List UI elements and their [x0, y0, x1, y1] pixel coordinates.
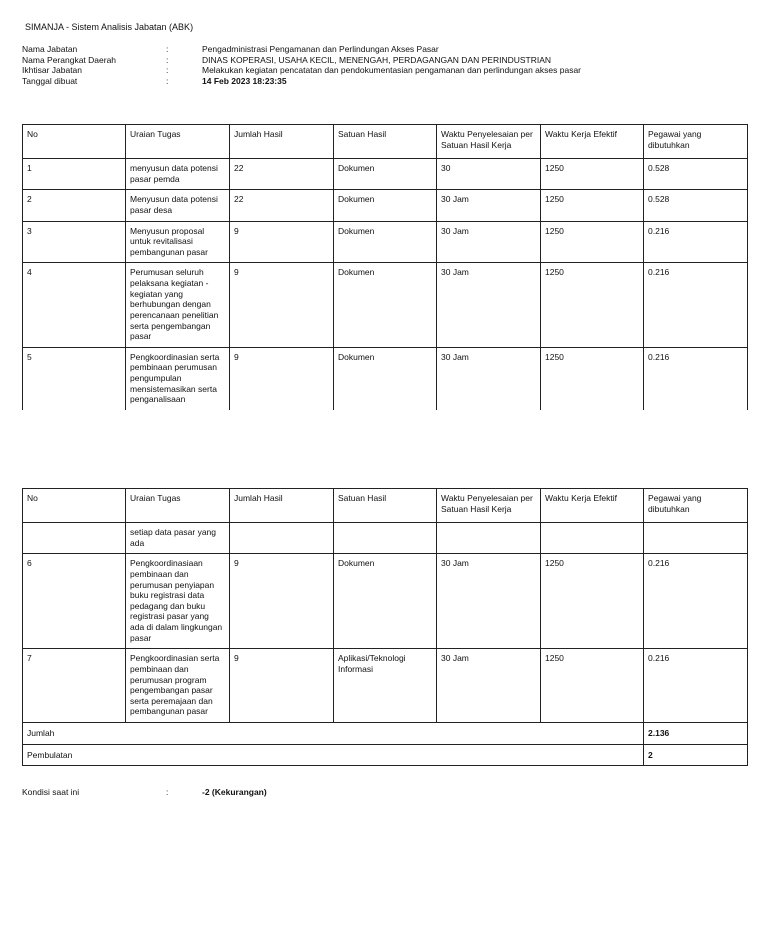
cell-uraian: menyusun data potensi pasar pemda	[126, 159, 230, 190]
table-header-row	[23, 489, 748, 523]
cell-no: 1	[23, 159, 126, 190]
cell-uraian: Pengkoordinasian serta pembinaan perumusan pengumpulan mensistemasikan serta penganalisaan	[126, 347, 230, 410]
cell-satuan: Dokumen	[334, 221, 437, 263]
cell-no: 5	[23, 347, 126, 410]
condition-separator: :	[166, 787, 169, 797]
col-header-waktu-efektif: Waktu Kerja Efektif	[541, 125, 644, 159]
meta-ikhtisar	[22, 65, 582, 76]
cell-pegawai	[644, 523, 748, 554]
meta-separator: :	[166, 44, 169, 54]
cell-no: 7	[23, 649, 126, 723]
cell-uraian: Pengkoordinasiaan pembinaan dan perumusan penyiapan buku registrasi data pedagang dan buku registrasi pasar yang ada di dalam lingkungan pasar	[126, 554, 230, 649]
col-header-satuan: Satuan Hasil	[334, 489, 437, 523]
cell-jumlah: 22	[230, 159, 334, 190]
total-row	[23, 723, 748, 745]
total-value: 2.136	[644, 723, 748, 745]
cell-pegawai: 0.528	[644, 159, 748, 190]
cell-waktu-efektif: 1250	[541, 159, 644, 190]
col-header-jumlah: Jumlah Hasil	[230, 125, 334, 159]
cell-pegawai: 0.216	[644, 263, 748, 347]
cell-waktu: 30 Jam	[437, 347, 541, 410]
cell-no: 4	[23, 263, 126, 347]
abk-table-page2	[22, 488, 748, 766]
col-header-waktu: Waktu Penyelesaian per Satuan Hasil Kerja	[437, 125, 541, 159]
cell-pegawai: 0.216	[644, 554, 748, 649]
meta-separator: :	[166, 75, 169, 86]
cell-jumlah: 22	[230, 190, 334, 221]
cell-pegawai: 0.216	[644, 221, 748, 263]
table-row	[23, 347, 748, 410]
condition-label: Kondisi saat ini	[22, 787, 80, 797]
cell-uraian: Menyusun data potensi pasar desa	[126, 190, 230, 221]
cell-uraian: Menyusun proposal untuk revitalisasi pembangunan pasar	[126, 221, 230, 263]
cell-uraian: Pengkoordinasian serta pembinaan dan perumusan program pengembangan pasar serta peremajaan dan pembangunan pasar	[126, 649, 230, 723]
cell-uraian: setiap data pasar yang ada	[126, 523, 230, 554]
meta-tanggal	[22, 76, 582, 87]
meta-label: Ikhtisar Jabatan	[22, 65, 83, 76]
meta-value: Melakukan kegiatan pencatatan dan pendokumentasian pengamanan dan perlindungan akses pasar	[202, 65, 582, 76]
cell-waktu-efektif: 1250	[541, 649, 644, 723]
cell-waktu: 30 Jam	[437, 263, 541, 347]
col-header-pegawai: Pegawai yang dibutuhkan	[644, 125, 748, 159]
cell-satuan: Dokumen	[334, 554, 437, 649]
cell-satuan: Dokumen	[334, 263, 437, 347]
cell-satuan	[334, 523, 437, 554]
cell-jumlah	[230, 523, 334, 554]
meta-separator: :	[166, 65, 169, 76]
col-header-uraian: Uraian Tugas	[126, 125, 230, 159]
meta-nama-jabatan	[22, 44, 582, 55]
cell-jumlah: 9	[230, 263, 334, 347]
abk-table-page1	[22, 124, 748, 410]
cell-satuan: Dokumen	[334, 159, 437, 190]
table-header-row	[23, 125, 748, 159]
cell-no: 2	[23, 190, 126, 221]
cell-jumlah: 9	[230, 347, 334, 410]
cell-uraian: Perumusan seluruh pelaksana kegiatan -kegiatan yang berhubungan dengan perencanaan penelitian serta pengembangan pasar	[126, 263, 230, 347]
meta-label: Nama Perangkat Daerah	[22, 54, 117, 65]
meta-value: 14 Feb 2023 18:23:35	[202, 75, 287, 86]
cell-waktu: 30 Jam	[437, 649, 541, 723]
col-header-satuan: Satuan Hasil	[334, 125, 437, 159]
col-header-pegawai: Pegawai yang dibutuhkan	[644, 489, 748, 523]
cell-waktu: 30	[437, 159, 541, 190]
col-header-no: No	[23, 125, 126, 159]
total-label: Jumlah	[23, 723, 644, 745]
cell-no: 3	[23, 221, 126, 263]
cell-waktu	[437, 523, 541, 554]
meta-label: Tanggal dibuat	[22, 75, 78, 86]
meta-value: Pengadministrasi Pengamanan dan Perlindungan Akses Pasar	[202, 44, 439, 54]
meta-separator: :	[166, 54, 169, 65]
col-header-waktu: Waktu Penyelesaian per Satuan Hasil Kerja	[437, 489, 541, 523]
cell-waktu-efektif: 1250	[541, 221, 644, 263]
rounding-value: 2	[644, 744, 748, 766]
page-title: SIMANJA - Sistem Analisis Jabatan (ABK)	[25, 22, 194, 32]
cell-jumlah: 9	[230, 554, 334, 649]
job-meta	[22, 44, 582, 87]
condition-value: -2 (Kekurangan)	[202, 787, 267, 797]
cell-waktu-efektif	[541, 523, 644, 554]
meta-label: Nama Jabatan	[22, 44, 78, 54]
cell-satuan: Aplikasi/Teknologi Informasi	[334, 649, 437, 723]
table-row	[23, 221, 748, 263]
cell-jumlah: 9	[230, 221, 334, 263]
table-row	[23, 159, 748, 190]
meta-value: DINAS KOPERASI, USAHA KECIL, MENENGAH, PERDAGANGAN DAN PERINDUSTRIAN	[202, 54, 552, 65]
col-header-jumlah: Jumlah Hasil	[230, 489, 334, 523]
table-row	[23, 649, 748, 723]
cell-waktu-efektif: 1250	[541, 263, 644, 347]
current-condition	[22, 787, 267, 798]
cell-waktu-efektif: 1250	[541, 554, 644, 649]
table-row	[23, 190, 748, 221]
cell-satuan: Dokumen	[334, 347, 437, 410]
cell-pegawai: 0.216	[644, 649, 748, 723]
cell-pegawai: 0.528	[644, 190, 748, 221]
meta-perangkat-daerah	[22, 55, 582, 66]
cell-pegawai: 0.216	[644, 347, 748, 410]
table-row	[23, 263, 748, 347]
cell-waktu-efektif: 1250	[541, 347, 644, 410]
cell-no	[23, 523, 126, 554]
col-header-uraian: Uraian Tugas	[126, 489, 230, 523]
cell-no: 6	[23, 554, 126, 649]
cell-waktu: 30 Jam	[437, 554, 541, 649]
cell-waktu: 30 Jam	[437, 221, 541, 263]
cell-waktu: 30 Jam	[437, 190, 541, 221]
cell-waktu-efektif: 1250	[541, 190, 644, 221]
cell-satuan: Dokumen	[334, 190, 437, 221]
table-row-continuation	[23, 523, 748, 554]
col-header-no: No	[23, 489, 126, 523]
table-row	[23, 554, 748, 649]
rounding-row	[23, 744, 748, 766]
col-header-waktu-efektif: Waktu Kerja Efektif	[541, 489, 644, 523]
rounding-label: Pembulatan	[23, 744, 644, 766]
cell-jumlah: 9	[230, 649, 334, 723]
